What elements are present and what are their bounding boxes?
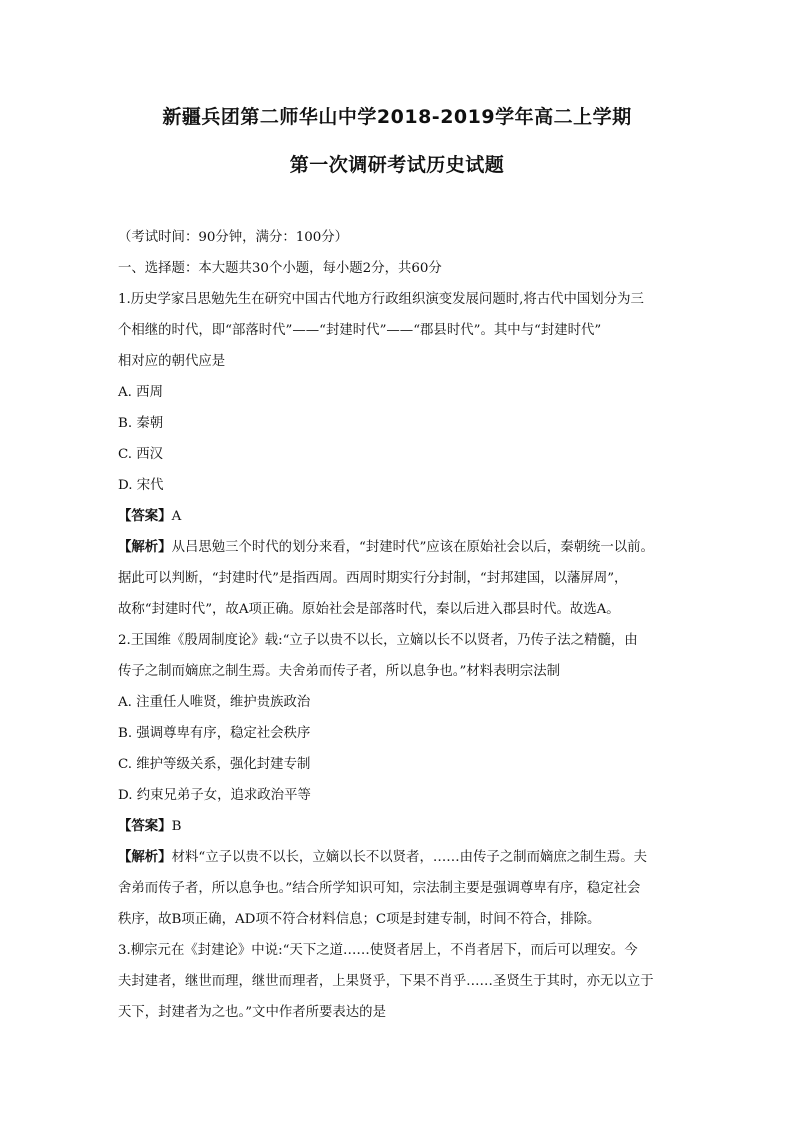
analysis [118,532,676,563]
analysis-label: 【解析】 [118,539,172,555]
analysis-text: 舍弟而传子者，所以息争也。”结合所学知识可知，宗法制主要是强调尊卑有序，稳定社会 [118,881,641,896]
question-3 [118,935,676,1028]
analysis-text: 从吕思勉三个时代的划分来看，“封建时代”应该在原始社会以后，秦朝统一以前。 [171,540,654,555]
question-2 [118,625,676,935]
analysis-text: 据此可以判断，“封建时代”是指西周。西周时期实行分封制，“封邦建国，以藩屏周”， [118,571,628,586]
analysis-text: 秩序，故B项正确，AD项不符合材料信息；C项是封建专制，时间不符合，排除。 [118,912,601,927]
exam-content [118,222,676,1028]
answer-value: B [171,819,182,834]
analysis [118,842,676,873]
option-a: A. 注重任人唯贤，维护贵族政治 [118,695,311,710]
question-1 [118,284,676,625]
analysis-text: 故称“封建时代”，故A项正确。原始社会是部落时代，秦以后进入郡县时代。故选A。 [118,602,620,617]
option-a: A. 西周 [118,385,163,400]
answer-label: 【答案】 [118,508,172,524]
analysis-text: 材料“立子以贵不以长，立嫡以长不以贤者，……由传子之制而嫡庶之制生焉。夫 [171,850,648,865]
option-d: D. 约束兄弟子女，追求政治平等 [118,788,311,803]
question-stem-line: 传子之制而嫡庶之制生焉。夫舍弟而传子者，所以息争也。”材料表明宗法制 [118,664,561,679]
section-heading: 一、选择题：本大题共30个小题，每小题2分，共60分 [118,261,442,276]
answer-label: 【答案】 [118,818,172,834]
option-c: C. 维护等级关系，强化封建专制 [118,757,311,772]
answer [118,501,676,532]
question-stem-line: 相对应的朝代应是 [118,354,226,369]
option-d: D. 宋代 [118,478,164,493]
option-c: C. 西汉 [118,447,164,462]
document-title-line2: 第一次调研考试历史试题 [289,154,505,176]
question-stem-line: 2.王国维《殷周制度论》载:“立子以贵不以长，立嫡以长不以贤者，乃传子法之精髓，由 [118,633,638,648]
question-stem-line: 1.历史学家吕思勉先生在研究中国古代地方行政组织演变发展问题时,将古代中国划分为三 [118,292,644,307]
answer-value: A [171,509,182,524]
answer [118,811,676,842]
question-stem-line: 夫封建者，继世而理，继世而理者，上果贤乎，下果不肖乎……圣贤生于其时，亦无以立于 [118,974,654,989]
question-stem-line: 3.柳宗元在《封建论》中说:“天下之道……使贤者居上，不肖者居下，而后可以理安。今 [118,943,638,958]
question-stem-line: 个相继的时代，即“部落时代”——“封建时代”——“郡县时代”。其中与“封建时代” [118,323,602,338]
exam-info: （考试时间：90分钟，满分：100分） [118,230,349,245]
analysis-label: 【解析】 [118,849,172,865]
option-b: B. 秦朝 [118,416,164,431]
question-stem-line: 天下，封建者为之也。”文中作者所要表达的是 [118,1005,386,1020]
document-title-line1: 新疆兵团第二师华山中学2018-2019学年高二上学期 [162,106,632,128]
option-b: B. 强调尊卑有序，稳定社会秩序 [118,726,311,741]
